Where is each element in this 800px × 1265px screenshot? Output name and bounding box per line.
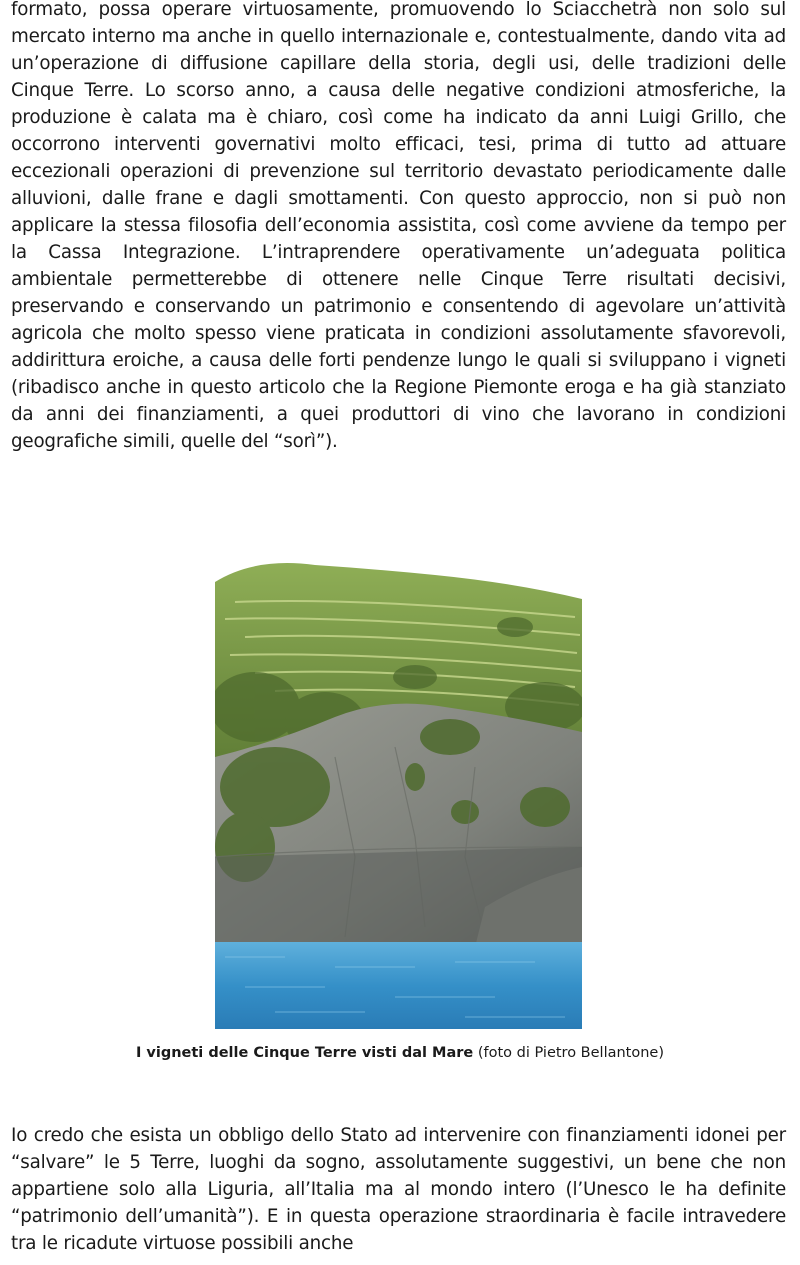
article-paragraph: Io credo che esista un obbligo dello Stato ad intervenire con finanziamenti idonei per “salvare” le 5 Terre, luoghi da sogno, assolutamente suggestivi, un bene che non appartiene solo alla Liguria, all’Italia ma al mondo intero (l’Unesco le ha definite “patrimonio dell’umanità”). E in questa operazione straordinaria è facile intravedere tra le ricadute virtuose possibili anche [11,1125,786,1254]
caption-title: I vigneti delle Cinque Terre visti dal Mare [135,1045,474,1061]
photo-caption [0,1043,800,1063]
cinque-terre-vineyards-photo [215,557,582,1029]
article-paragraph: formato, possa operare virtuosamente, promuovendo lo Sciacchetrà non solo sul mercato interno ma anche in quello internazionale e, contestualmente, dando vita ad un’operazione di diffusione capillare della storia, degli usi, delle tradizioni delle Cinque Terre. Lo scorso anno, a causa delle negative condizioni atmosferiche, la produzione è calata ma è chiaro, così come ha indicato da anni Luigi Grillo, che occorrono interventi governativi molto efficaci, tesi, prima di tutto ad attuare eccezionali operazioni di prevenzione sul territorio devastato periodicamente dalle alluvioni, dalle frane e dagli smottamenti. Con questo approccio, non si può non applicare la stessa filosofia dell’economia assistita, così come avviene da tempo per la Cassa Integrazione. L’intraprendere operativamente un’adeguata politica ambientale permetterebbe di ottenere nelle Cinque Terre risultati decisivi, preservando e conservando un patrimonio e consentendo di agevolare un’attività agricola che molto spesso viene praticata in condizioni assolutamente sfavorevoli, addirittura eroiche, a causa delle forti pendenze lungo le quali si sviluppano i vigneti (ribadisco anche in questo articolo che la Regione Piemonte eroga e ha già stanziato da anni dei finanziamenti, a quei produttori di vino che lavorano in condizioni geografiche simili, quelle del “sorì”). [11,0,786,452]
caption-credit: (foto di Pietro Bellantone) [473,1045,665,1061]
